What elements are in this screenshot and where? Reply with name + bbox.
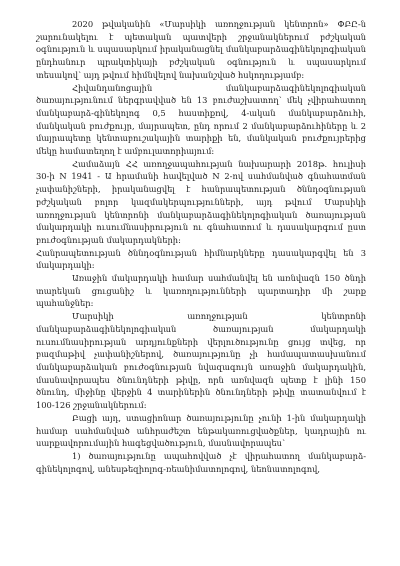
paragraph-levels: Հանրապետության ծննդօգնության հիմնարկները դասակարգվել են 3 մակարդակի։ (36, 247, 366, 271)
document-body (36, 18, 366, 475)
paragraph-staff: Հիվանդանոցային մանկաբարձագինեկոլոգիական ծառայությունում ներգրավված են 13 բուժաշխատող՝ մեկ չվիրահատող մանկաբարձ-գինեկոլոգ 0,5 հաստիքով, 4-ական մանկաբարձուհի, մանկական բուժքույր, մայրապետ, ընդ որում 2 մանկաբարձուհիները և 2 մայրապետը կենտաբուշակային տարիքի են, մանկական բուժքույրերից մեկը համատեղող է ամբուլատորիայում։ (36, 82, 366, 157)
list-item-1: 1) ծառայությունը ապահովված չէ վիրահատող մանկաբարձ-գինեկոլոգով, անեսթեզիոլոգ-ռեանիմատոլոգով, նեոնատոլոգով, (36, 450, 366, 474)
paragraph-analysis: Մարսիկի առողջության կենտրոնի մանկաբարձագինեկոլոգիական ծառայության մակարդակի ուսումնասիրության արդյունքների վերլուծությունը ցույց տվեց, որ բազմաթիվ չափանիշներով, ծառայությունը չի համապատասխանում մանկաբարձական բուժօգնության նվազագույն առաջին մակարդակին, մասնավորապես ծնունդների թիվը, որն առնվազն պետք է լինի 150 ծնունդ, միջինը վերջին 4 տարիներին ծնունդների թիվը տատանվում է 100-126 շրջանակներում։ (36, 311, 366, 411)
paragraph-first-level: Առաջին մակարդակի համար սահմանվել են առնվազն 150 ծնդի տարեկան ցուցանիշ և կառողությունների պարտադիր մի շարք պահանջներ։ (36, 273, 366, 309)
paragraph-assessment: Համաձայն ՀՀ առողջապահության նախարարի 2018թ. հուլիսի 30-ի N 1941 - Ա հրամանի հավելված N 2-ով սահմանված գնահատման չափանիշների, իրականացվել է հանրապետության ծննդօգնության բժշկական բոլոր կազմակերպությունների, այդ թվում Մարսիկի առողջության կենտրոնի մանկաբարձագինեկոլոգիական ծառայության մակարդակի ուսումնասիրություն ու գնահատում և դասակարգում ըստ բուժօգնության մակարդակների։ (36, 158, 366, 245)
paragraph-infrastructure: Բացի այդ, ստացիոնար ծառայությունը չունի 1-ին մակարդակի համար սահմանված անհրաժեշտ ենթակառուցվածքներ, կադրային ու սարքավորումային հագեցվածություն, մասնավորապես՝ (36, 412, 366, 449)
paragraph-plan-2020: 2020 թվականին «Մարսիկի առողջության կենտրոն» ՓԲԸ-ն շարունակելու է պետական պատվերի շրջանակներում բժշկական օգնություն և սպասարկում իրականացնել մանկաբարձագինեկոլոգիական ընդհանուր պրակտիկայի բժշկական օգնություն և սպասարկում տեսակով՝ այդ թվում հիմնվելով նախանշված հսկողությամբ։ (36, 19, 366, 80)
